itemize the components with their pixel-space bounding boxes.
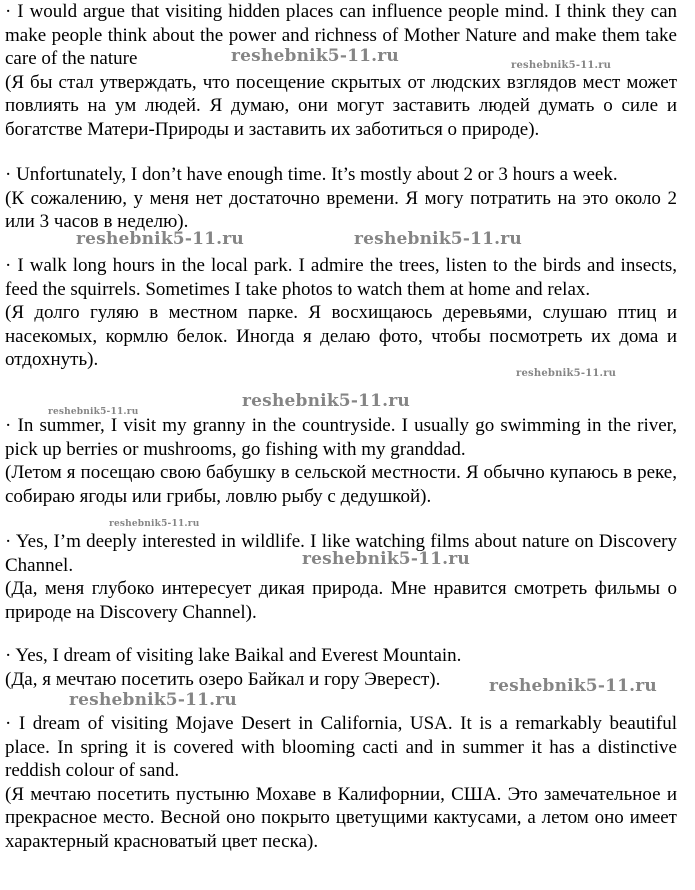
- answer-russian: (Да, я мечтаю посетить озеро Байкал и гору Эверест).: [5, 668, 441, 690]
- answer-english: · In summer, I visit my granny in the countryside. I usually go swimming in the river, pick up berries or mushrooms, go fishing with my granddad.: [5, 415, 677, 460]
- watermark: reshebnik5-11.ru: [354, 229, 522, 249]
- answer-english: · I would argue that visiting hidden places can influence people mind. I think they can make people think about the power and richness of Mother Nature and make them take care of the nature: [5, 1, 677, 69]
- watermark: reshebnik5-11.ru: [76, 229, 244, 249]
- answer-block-2: [5, 163, 677, 234]
- watermark: reshebnik5-11.ru: [489, 676, 657, 696]
- answer-russian: (К сожалению, у меня нет достаточно времени. Я могу потратить на это около 2 или 3 часов в неделю).: [5, 187, 677, 232]
- answer-block-4: [5, 414, 677, 508]
- watermark: reshebnik5-11.ru: [109, 519, 200, 529]
- watermark: reshebnik5-11.ru: [48, 407, 139, 417]
- watermark: reshebnik5-11.ru: [302, 549, 470, 569]
- answer-russian: (Я мечтаю посетить пустыню Мохаве в Калифорнии, США. Это замечательное и прекрасное место. Весной оно покрыто цветущими кактусами, а летом оно имеет характерный красноватый цвет песка).: [5, 783, 677, 852]
- answer-english: · I walk long hours in the local park. I admire the trees, listen to the birds and insects, feed the squirrels. Sometimes I take photos to watch them at home and relax.: [5, 255, 677, 300]
- answer-block-3: [5, 254, 677, 372]
- watermark: reshebnik5-11.ru: [69, 690, 237, 710]
- watermark: reshebnik5-11.ru: [516, 368, 617, 379]
- answer-english: · Yes, I dream of visiting lake Baikal and Everest Mountain.: [5, 645, 462, 666]
- answer-russian: (Летом я посещаю свою бабушку в сельской местности. Я обычно купаюсь в реке, собираю ягоды или грибы, ловлю рыбу с дедушкой).: [5, 462, 677, 507]
- answer-russian: (Я бы стал утверждать, что посещение скрытых от людских взглядов мест может повлиять на ум людей. Я думаю, они могут заставить людей думать о силе и богатстве Матери-Природы и заставить их заботиться о природе).: [5, 71, 677, 140]
- answer-block-5: [5, 530, 677, 624]
- answer-english: · Yes, I’m deeply interested in wildlife. I like watching films about nature on Discovery Channel.: [5, 531, 677, 576]
- answer-english: · I dream of visiting Mojave Desert in California, USA. It is a remarkably beautiful place. In spring it is covered with blooming cacti and in summer it has a distinctive reddish colour of sand.: [5, 713, 677, 781]
- answer-russian: (Да, меня глубоко интересует дикая природа. Мне нравится смотреть фильмы о природе на Discovery Channel).: [5, 578, 677, 623]
- watermark: reshebnik5-11.ru: [231, 46, 399, 66]
- answer-english: · Unfortunately, I don’t have enough time. It’s mostly about 2 or 3 hours a week.: [5, 164, 618, 185]
- watermark: reshebnik5-11.ru: [242, 391, 410, 411]
- answer-russian: (Я долго гуляю в местном парке. Я восхищаюсь деревьями, слушаю птиц и насекомых, кормлю белок. Иногда я делаю фото, чтобы посмотреть их дома и отдохнуть).: [5, 302, 677, 370]
- answer-block-7: [5, 712, 677, 853]
- watermark: reshebnik5-11.ru: [511, 60, 612, 71]
